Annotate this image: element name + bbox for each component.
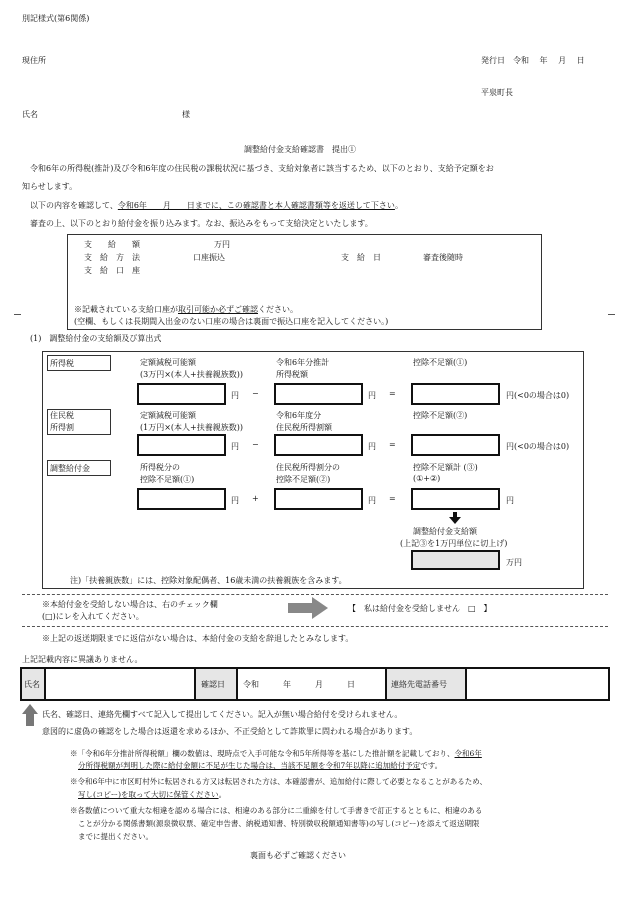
adjustment-col2a: 住民税所得割分の bbox=[276, 463, 340, 472]
plus-3: + bbox=[252, 494, 259, 503]
yen-2a: 円 bbox=[231, 442, 239, 451]
calc-heading: (1) 調整給付金の支給額及び算出式 bbox=[30, 334, 162, 343]
note1-b: 令和6年 bbox=[454, 749, 482, 758]
note2-b: 写し(コピー)を取って大切に保管ください bbox=[78, 790, 219, 799]
adjustment-total[interactable] bbox=[411, 488, 500, 510]
yen-3a: 円 bbox=[231, 496, 239, 505]
minus-2: − bbox=[252, 440, 259, 449]
note1-d: です。 bbox=[420, 761, 443, 770]
right-tick bbox=[608, 314, 615, 315]
account-note1-a: ※記載されている支給口座が bbox=[74, 305, 178, 314]
confirm-date-label: 確認日 bbox=[201, 680, 225, 689]
note1-line2 bbox=[78, 762, 442, 771]
resident-tax-col2b: 住民税所得割額 bbox=[276, 423, 332, 432]
resident-tax-result[interactable] bbox=[411, 434, 500, 456]
confirm-phone-input[interactable] bbox=[469, 669, 608, 699]
adjustment-result[interactable] bbox=[411, 550, 500, 570]
confirm-phone-label: 連絡先電話番号 bbox=[391, 680, 447, 689]
income-tax-col1a: 定額減税可能額 bbox=[140, 358, 196, 367]
income-tax-col2a: 令和6年分推計 bbox=[276, 358, 330, 367]
equals-2: = bbox=[389, 440, 396, 449]
resident-tax-input1[interactable] bbox=[137, 434, 226, 456]
form-id: 別記様式(第6関係) bbox=[22, 14, 90, 23]
dashed-line-2 bbox=[22, 626, 608, 627]
adjustment-input2[interactable] bbox=[274, 488, 363, 510]
confirm-name-input[interactable] bbox=[48, 669, 194, 699]
resident-tax-col1a: 定額減税可能額 bbox=[140, 411, 196, 420]
result-sub: (上記③を1万円単位に切上げ) bbox=[400, 539, 508, 548]
income-tax-col2b: 所得税額 bbox=[276, 370, 308, 379]
footer-note: 裏面も必ずご確認ください bbox=[250, 851, 346, 860]
resident-tax-col2a: 令和6年度分 bbox=[276, 411, 322, 420]
amount-label: 支 給 額 bbox=[84, 240, 140, 249]
adjustment-label: 調整給付金 bbox=[50, 464, 90, 473]
name-label: 氏名 bbox=[22, 110, 38, 119]
note3-line2: ことが分かる関係書類(源泉徴収票、確定申告書、納税通知書、特別徴収税額通知書等)の写し(コピー)を添えて返送期限 bbox=[78, 819, 480, 828]
intro-line3 bbox=[30, 201, 403, 210]
adjustment-col3b: (①+②) bbox=[413, 474, 441, 483]
instruction-line1: 氏名、確認日、連絡先欄すべて記入して提出してください。記入が無い場合給付を受けられません。 bbox=[42, 710, 403, 719]
amount-value: 万円 bbox=[214, 240, 230, 249]
note1-line1 bbox=[70, 750, 482, 759]
yen-3c: 円 bbox=[506, 496, 514, 505]
income-tax-note: 円(<0の場合は0) bbox=[506, 391, 570, 400]
income-tax-col3: 控除不足額(①) bbox=[413, 358, 468, 367]
page-title: 調整給付金支給確認書 提出① bbox=[244, 145, 356, 154]
pay-date-value: 審査後随時 bbox=[423, 253, 463, 262]
income-tax-input1[interactable] bbox=[137, 383, 226, 405]
method-label: 支 給 方 法 bbox=[84, 253, 140, 262]
decline-line2: (□)にレを入れてください。 bbox=[42, 612, 144, 621]
arrow-up-icon bbox=[22, 704, 38, 726]
intro-line2: 知らせします。 bbox=[22, 182, 78, 191]
left-tick bbox=[14, 314, 21, 315]
resident-tax-input2[interactable] bbox=[274, 434, 363, 456]
account-label: 支 給 口 座 bbox=[84, 266, 140, 275]
dashed-line-1 bbox=[22, 594, 608, 595]
account-note1 bbox=[74, 304, 298, 315]
sama-label: 様 bbox=[182, 110, 190, 119]
income-tax-input2[interactable] bbox=[274, 383, 363, 405]
resident-tax-label2: 所得割 bbox=[50, 423, 74, 432]
resident-tax-col1b: (1万円×(本人+扶養親族数)) bbox=[140, 423, 243, 432]
income-tax-result[interactable] bbox=[411, 383, 500, 405]
note2-line2 bbox=[78, 791, 226, 800]
return-deadline: 令和6年 月 日までに、この確認書と本人確認書類等を返送して下さい bbox=[117, 201, 395, 210]
note1-c: 分所得税額が判明した際に給付金額に不足が生じた場合は、当該不足額を令和7年以降に追加給付予定 bbox=[78, 761, 421, 770]
deadline-note: ※上記の返送期限までに返信がない場合は、本給付金の支給を辞退したとみなします。 bbox=[42, 634, 354, 643]
resident-tax-note: 円(<0の場合は0) bbox=[506, 442, 570, 451]
yen-1b: 円 bbox=[368, 391, 376, 400]
intro-line3-c: 。 bbox=[394, 201, 403, 210]
result-label: 調整給付金支給額 bbox=[413, 527, 477, 536]
method-value: 口座振込 bbox=[193, 253, 225, 262]
equals-1: = bbox=[389, 389, 396, 398]
confirm-statement: 上記記載内容に異議ありません。 bbox=[22, 655, 143, 664]
yen-1a: 円 bbox=[231, 391, 239, 400]
adjustment-col1b: 控除不足額(①) bbox=[140, 475, 195, 484]
yen-2b: 円 bbox=[368, 442, 376, 451]
calc-footnote: 注)「扶養親族数」には、控除対象配偶者、16歳未満の扶養親族を含みます。 bbox=[70, 576, 347, 585]
arrow-down-icon bbox=[449, 512, 461, 524]
resident-tax-col3: 控除不足額(②) bbox=[413, 411, 468, 420]
pay-date-label: 支 給 日 bbox=[341, 253, 381, 262]
decline-line1: ※本給付金を受給しない場合は、右のチェック欄 bbox=[42, 600, 218, 609]
income-tax-col1b: (3万円×(本人+扶養親族数)) bbox=[140, 370, 243, 379]
adjustment-col2b: 控除不足額(②) bbox=[276, 475, 331, 484]
address-label: 現住所 bbox=[22, 56, 46, 65]
adjustment-col3a: 控除不足額計 (③) bbox=[413, 463, 478, 472]
note1-a: ※「令和6年分推計所得税額」欄の数値は、現時点で入手可能な令和5年所得等を基にした推計額を記載しており、 bbox=[70, 749, 455, 758]
note3-line3: までに提出ください。 bbox=[78, 832, 153, 841]
equals-3: = bbox=[389, 494, 396, 503]
account-note1-c: ください。 bbox=[258, 305, 298, 314]
resident-tax-label1: 住民税 bbox=[50, 411, 74, 420]
intro-line1: 令和6年の所得税(推計)及び令和6年度の住民税の課税状況に基づき、支給対象者に該当するため、以下のとおり、支給予定額をお bbox=[30, 164, 494, 173]
adjustment-input1[interactable] bbox=[137, 488, 226, 510]
instruction-line2: 意図的に虚偽の確認をした場合は返還を求めるほか、不正受給として詐欺罪に問われる場合があります。 bbox=[42, 727, 418, 736]
mayor: 平泉町長 bbox=[481, 88, 513, 97]
minus-1: − bbox=[252, 389, 259, 398]
confirm-name-label: 氏名 bbox=[24, 680, 40, 689]
confirm-date-value[interactable]: 令和 年 月 日 bbox=[243, 680, 355, 689]
intro-line4: 審査の上、以下のとおり給付金を振り込みます。なお、振込みをもって支給決定といたします。 bbox=[30, 219, 373, 228]
note3-line1: ※各数値について重大な相違を認める場合には、相違のある部分に二重線を付して手書きで訂正するとともに、相違のある bbox=[70, 806, 483, 815]
yen-3b: 円 bbox=[368, 496, 376, 505]
arrow-right-icon bbox=[288, 597, 328, 619]
account-note2: (空欄、もしくは長期間入出金のない口座の場合は裏面で振込口座を記入してください。) bbox=[74, 317, 389, 326]
note2-line1: ※令和6年中に市区町村外に転居される方又は転居された方は、本確認書が、追加給付に際して必要となることがあるため、 bbox=[70, 777, 487, 786]
intro-line3-a: 以下の内容を確認して、 bbox=[30, 201, 118, 210]
note2-c: 。 bbox=[218, 790, 227, 799]
account-note1-b: 取引可能か必ずご確認 bbox=[178, 305, 258, 314]
adjustment-col1a: 所得税分の bbox=[140, 463, 180, 472]
issue-date: 発行日 令和 年 月 日 bbox=[481, 56, 585, 65]
result-unit: 万円 bbox=[506, 558, 522, 567]
income-tax-label: 所得税 bbox=[50, 359, 74, 368]
decline-checkbox[interactable]: 【 私は給付金を受給しません □ 】 bbox=[348, 604, 492, 613]
